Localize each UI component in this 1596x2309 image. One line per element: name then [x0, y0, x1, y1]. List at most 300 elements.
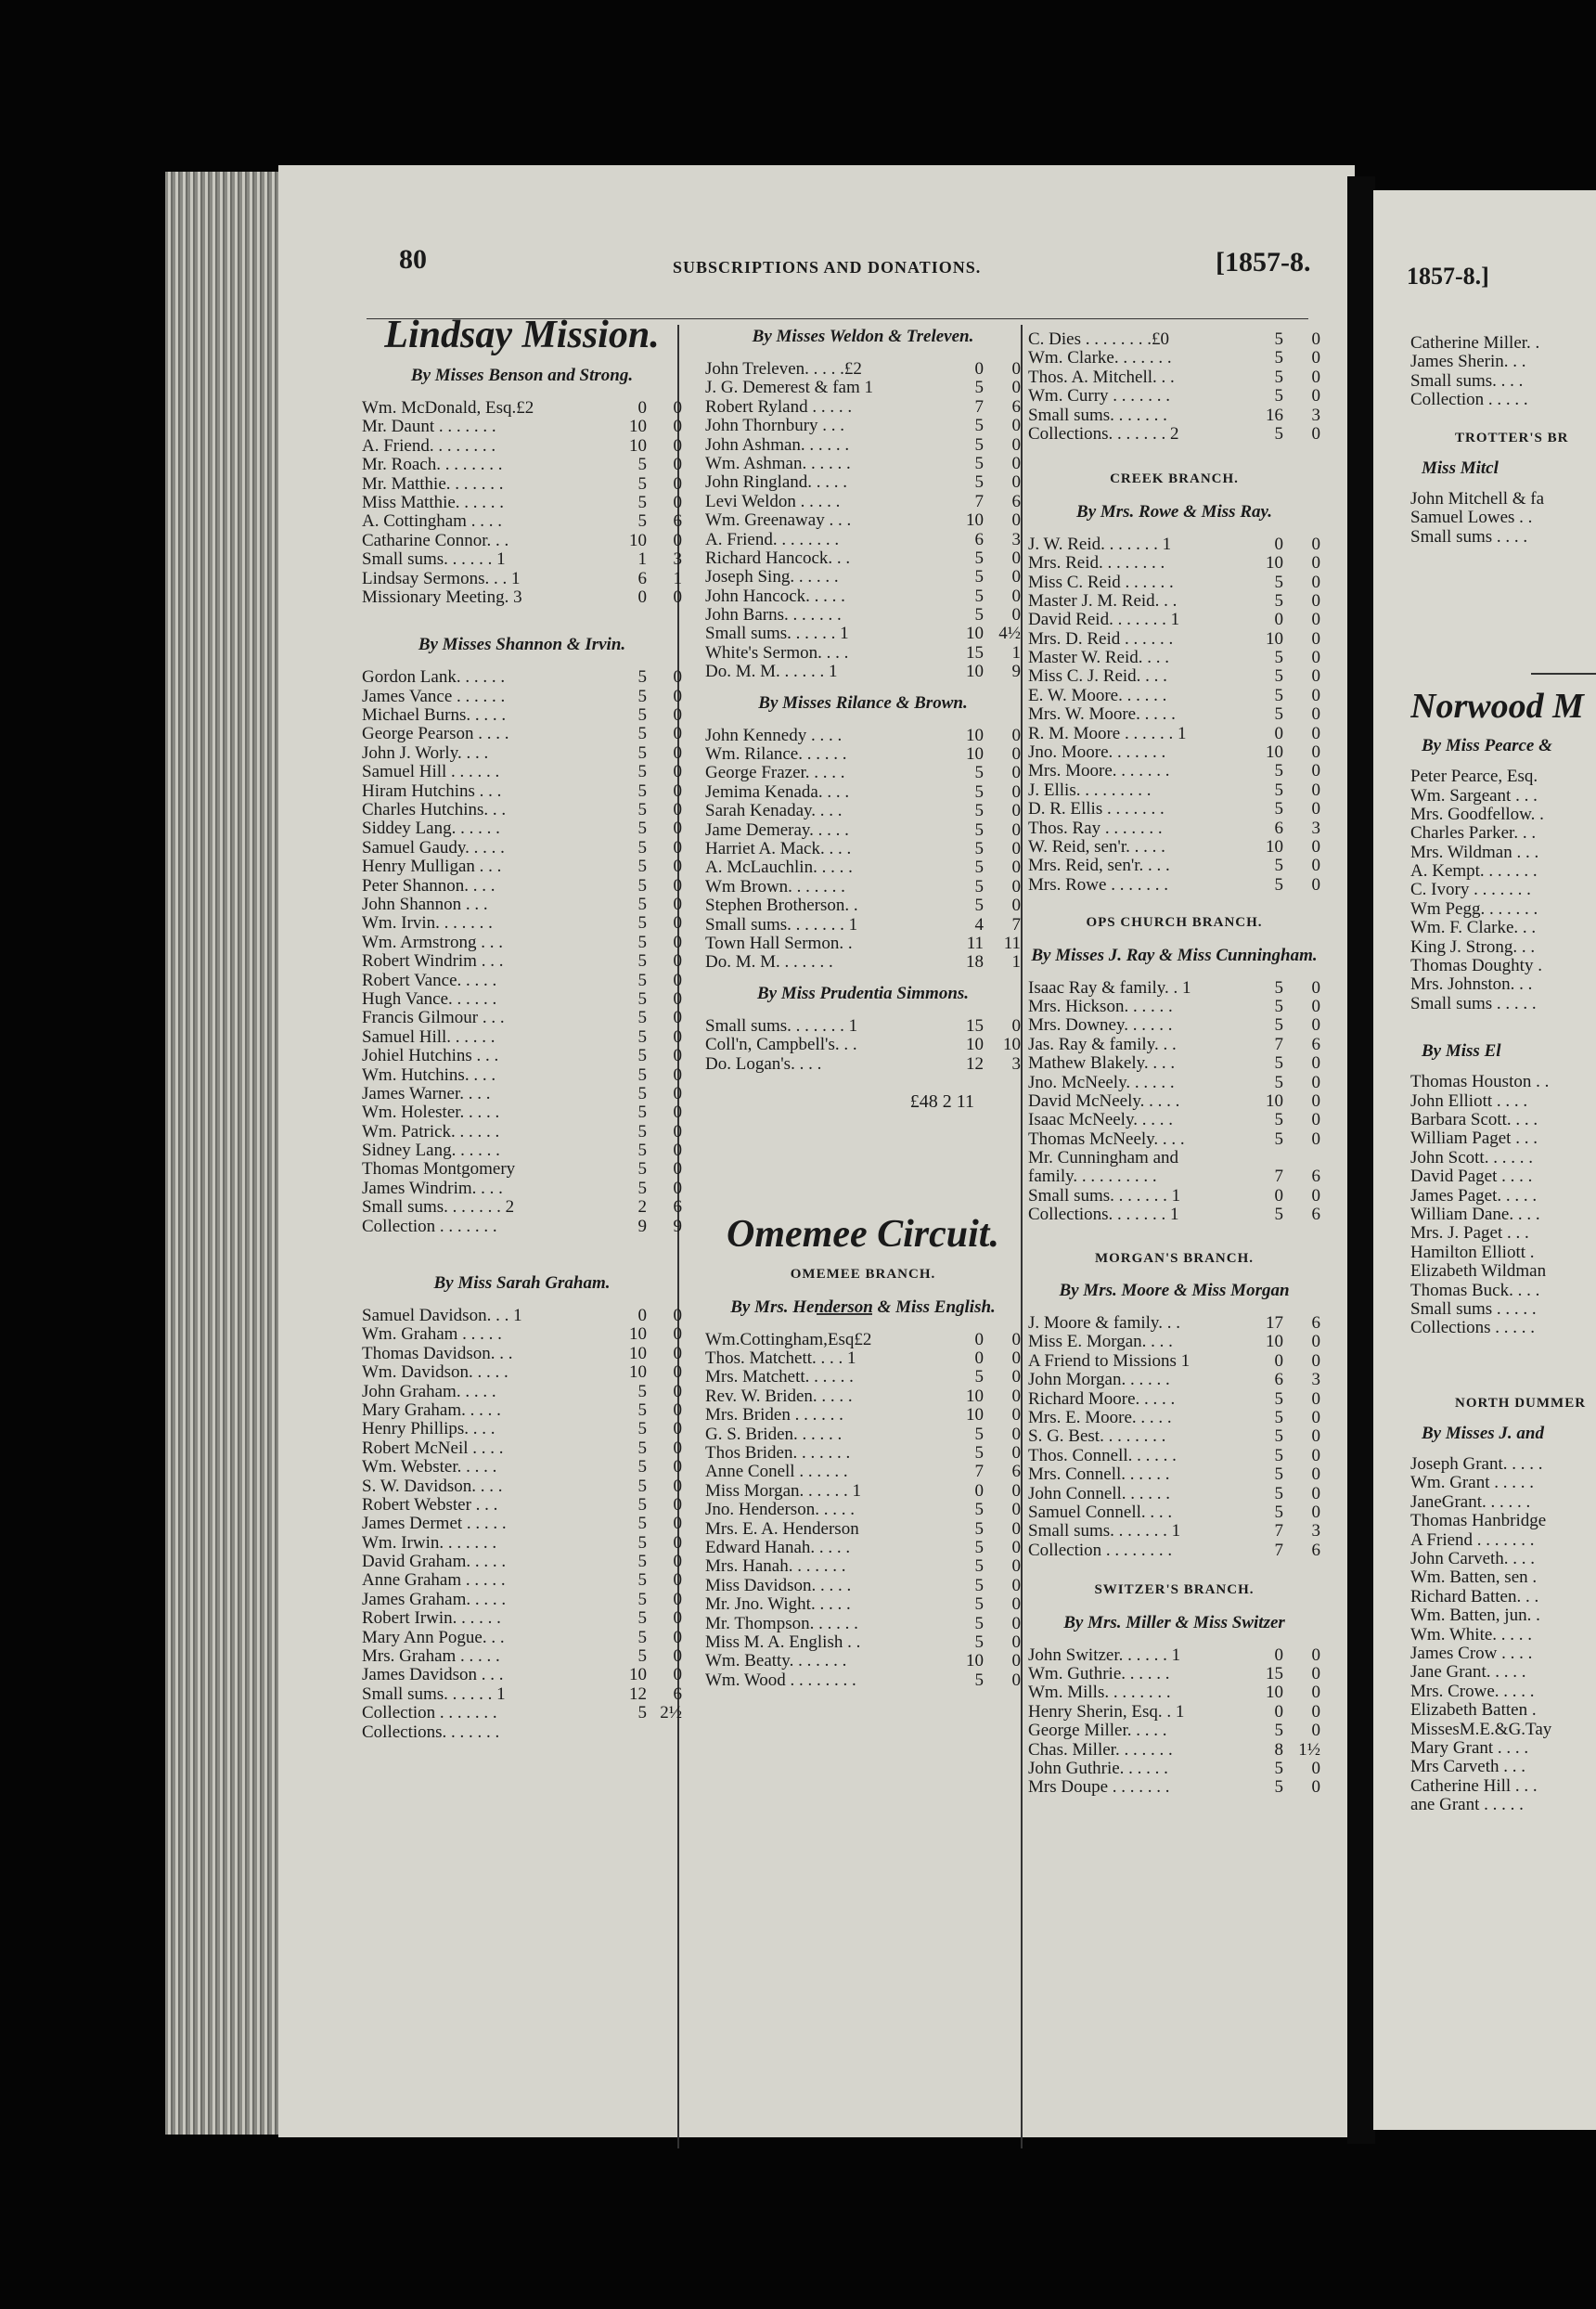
amount-pence: 0: [1011, 1349, 1021, 1369]
amount-pence: 3: [1311, 1522, 1320, 1541]
table-row: [1028, 1427, 1320, 1446]
entry-name: Collection . . . . . . .: [362, 1704, 497, 1723]
entry-name: Mrs Carveth . . .: [1410, 1758, 1526, 1777]
table-row: [1410, 862, 1596, 881]
amount-shillings: 5: [637, 914, 647, 934]
amount-shillings: 5: [1274, 1759, 1283, 1778]
table-row: [705, 455, 1021, 473]
amount-shillings: 5: [974, 782, 984, 802]
table-row: [362, 839, 682, 858]
entry-name: Mrs. Reid, sen'r. . . .: [1028, 857, 1170, 876]
entry-name: Collections. . . . . . .: [362, 1722, 500, 1742]
table-row: [1410, 1319, 1596, 1337]
page-number: 80: [399, 244, 427, 275]
table-row: [705, 587, 1021, 606]
table-row: [362, 1307, 682, 1325]
amount-pence: 0: [1011, 745, 1021, 765]
amount-pence: 0: [1011, 820, 1021, 840]
entry-name: Catherine Miller. .: [1410, 334, 1540, 353]
table-row: [362, 952, 682, 971]
amount-pence: 0: [1011, 360, 1021, 379]
amount-shillings: 5: [637, 933, 647, 952]
table-row: [362, 475, 682, 494]
amount-shillings: 5: [1274, 1389, 1283, 1409]
section-subtitle: By Mrs. Henderson & Miss English.: [730, 1296, 996, 1317]
table-row: [362, 1647, 682, 1666]
table-row: [362, 896, 682, 914]
entry-name: Henry Mulligan . . .: [362, 858, 502, 877]
amount-pence: 6: [1311, 1206, 1320, 1225]
amount-shillings: 5: [974, 1519, 984, 1539]
section: [1028, 913, 1320, 1224]
entry-name: Edward Hanah. . . . .: [705, 1539, 851, 1557]
amount-pence: 0: [673, 1179, 682, 1198]
amount-shillings: 12: [966, 1054, 984, 1074]
table-row: [362, 1198, 682, 1217]
entry-name: White's Sermon. . . .: [705, 643, 849, 663]
amount-pence: 0: [1311, 1484, 1320, 1503]
entry-name: Isaac Ray & family. . 1: [1028, 978, 1191, 998]
table-row: [362, 1066, 682, 1085]
entry-name: Collections. . . . . . . 2: [1028, 424, 1179, 444]
entry-name: Coll'n, Campbell's. . .: [705, 1036, 857, 1055]
table-row: [1410, 957, 1596, 975]
amount-shillings: 10: [1266, 1333, 1283, 1352]
amount-shillings: 5: [637, 1553, 647, 1572]
table-row: [1028, 425, 1320, 444]
table-row: [1028, 1036, 1320, 1054]
table-row: [362, 706, 682, 725]
amount-shillings: 16: [1266, 406, 1283, 425]
amount-shillings: 5: [637, 1515, 647, 1534]
table-row: [705, 858, 1021, 877]
amount-shillings: 10: [966, 625, 984, 644]
table-row: [362, 1325, 682, 1344]
entry-name: W. Reid, sen'r. . . . .: [1028, 838, 1165, 857]
amount-shillings: 5: [637, 1160, 647, 1180]
entry-name: Wm. McDonald, Esq.£2: [362, 399, 534, 418]
amount-pence: 11: [1003, 934, 1021, 953]
amount-shillings: 5: [637, 687, 647, 706]
entry-name: Collection . . . . . . .: [362, 1217, 497, 1236]
table-row: [362, 1180, 682, 1198]
amount-pence: 0: [673, 1553, 682, 1572]
amount-shillings: 5: [1274, 1409, 1283, 1428]
amount-pence: 0: [673, 1400, 682, 1420]
amount-shillings: 6: [1274, 1371, 1283, 1390]
entry-name: Small sums. . . . . . . 1: [705, 1016, 858, 1036]
entry-name: Mr. Jno. Wight. . . . .: [705, 1595, 851, 1615]
amount-pence: 0: [1011, 454, 1021, 473]
entry-name: John Ringland. . . . .: [705, 473, 848, 493]
amount-pence: [647, 1723, 682, 1742]
entry-name: Barbara Scott. . . .: [1410, 1111, 1538, 1129]
table-row: [1410, 806, 1596, 824]
table-row: [705, 417, 1021, 435]
amount-pence: 0: [673, 531, 682, 550]
entry-name: Robert Ryland . . . . .: [705, 397, 853, 417]
amount-shillings: 5: [637, 1027, 647, 1047]
amount-shillings: 5: [637, 1179, 647, 1198]
table-row: [705, 1444, 1021, 1463]
entry-name: Wm. Sargeant . . .: [1410, 786, 1538, 806]
amount-shillings: 5: [637, 668, 647, 688]
table-row: [362, 1553, 682, 1571]
section-subtitle: By Miss Sarah Graham.: [433, 1273, 611, 1294]
entry-name: Wm. Beatty. . . . . . .: [705, 1652, 847, 1671]
entry-name: Charles Parker. . .: [1410, 824, 1537, 844]
amount-shillings: 12: [629, 1684, 647, 1704]
amount-pence: 0: [1311, 1427, 1320, 1447]
table-row: [1028, 857, 1320, 875]
entry-name: John Treleven. . . . .£2: [705, 360, 862, 379]
amount-shillings: 5: [637, 493, 647, 512]
amount-shillings: 0: [974, 1349, 984, 1369]
amount-pence: 0: [673, 1647, 682, 1667]
table-row: [1410, 490, 1596, 509]
amount-pence: 3: [1311, 406, 1320, 425]
entry-name: John Morgan. . . . . .: [1028, 1371, 1170, 1390]
entry-name: Levi Weldon . . . . .: [705, 492, 841, 511]
amount-shillings: 0: [1274, 1702, 1283, 1722]
entry-name: John Ashman. . . . . .: [705, 435, 850, 455]
entry-name: Thomas Montgomery: [362, 1160, 516, 1180]
amount-pence: 0: [1011, 1481, 1021, 1501]
entry-name: Robert McNeil . . . .: [362, 1438, 504, 1458]
amount-pence: 0: [673, 706, 682, 726]
amount-pence: 0: [1011, 839, 1021, 858]
entry-name: Robert Vance. . . . .: [362, 971, 497, 990]
amount-shillings: 5: [974, 877, 984, 897]
amount-pence: 6: [1011, 1463, 1021, 1482]
table-row: [362, 512, 682, 531]
entry-name: John Scott. . . . . .: [1410, 1148, 1533, 1167]
amount-shillings: 5: [637, 952, 647, 972]
table-row: [1410, 1606, 1596, 1625]
amount-shillings: 7: [1274, 1167, 1283, 1187]
entry-name: Mrs. Goodfellow. .: [1410, 805, 1544, 824]
amount-shillings: 5: [1274, 1129, 1283, 1149]
amount-pence: 0: [673, 1103, 682, 1123]
amount-pence: 0: [673, 493, 682, 512]
entry-name: ane Grant . . . . .: [1410, 1796, 1524, 1815]
table-row: [1028, 649, 1320, 667]
entry-name: Richard Hancock. . .: [705, 548, 851, 568]
amount-pence: 0: [673, 952, 682, 972]
table-row: [362, 990, 682, 1009]
table-row: [1028, 1130, 1320, 1149]
amount-shillings: 4: [974, 915, 984, 935]
amount-shillings: 5: [1274, 1073, 1283, 1092]
entry-name: Small sums . . . . .: [1410, 1299, 1537, 1319]
table-row: [1028, 1665, 1320, 1683]
table-row: [705, 644, 1021, 663]
amount-shillings: 5: [974, 839, 984, 858]
amount-pence: 6: [1311, 1167, 1320, 1187]
table-row: [705, 398, 1021, 417]
entry-name: Small sums. . . . . . 1: [362, 1684, 506, 1704]
table-row: [1028, 1683, 1320, 1702]
entry-name: Mr. Thompson. . . . . .: [705, 1614, 858, 1633]
entry-name: Wm. Webster. . . . .: [362, 1458, 497, 1477]
section-subtitle: By Miss Prudentia Simmons.: [756, 983, 970, 1003]
table-row: [1410, 787, 1596, 806]
entry-name: Mrs. Connell. . . . . .: [1028, 1465, 1170, 1485]
amount-pence: 0: [673, 474, 682, 494]
amount-pence: 0: [673, 1325, 682, 1345]
table-row: [1410, 995, 1596, 1013]
section-subtitle: Miss Mitcl: [1422, 458, 1499, 478]
amount-pence: 0: [673, 1009, 682, 1028]
entry-name: James Paget. . . . .: [1410, 1186, 1538, 1206]
amount-pence: 1½: [1298, 1740, 1320, 1760]
amount-pence: 0: [1311, 1465, 1320, 1485]
amount-pence: 0: [1311, 857, 1320, 876]
table-row: [1028, 1092, 1320, 1111]
amount-pence: 0: [673, 801, 682, 820]
entry-name: Hugh Vance. . . . . .: [362, 989, 497, 1009]
amount-pence: 0: [673, 1142, 682, 1161]
amount-shillings: 5: [1274, 1778, 1283, 1798]
section: [1410, 334, 1596, 410]
amount-shillings: 5: [637, 1438, 647, 1458]
amount-shillings: 10: [629, 1666, 647, 1685]
amount-pence: 0: [673, 1307, 682, 1326]
section: [362, 314, 682, 607]
table-row: [362, 418, 682, 436]
table-row: [362, 1142, 682, 1160]
entry-name: Wm. Hutchins. . . .: [362, 1065, 496, 1085]
table-row: [362, 1160, 682, 1179]
amount-pence: 0: [673, 1344, 682, 1363]
section: [705, 984, 1021, 1074]
entry-name: Mrs. W. Moore. . . . .: [1028, 705, 1176, 725]
amount-pence: 0: [1311, 1091, 1320, 1111]
entry-name: Jemima Kenada. . . .: [705, 782, 850, 802]
amount-pence: 9: [673, 1217, 682, 1236]
amount-pence: 0: [1311, 1073, 1320, 1092]
amount-shillings: 10: [1266, 743, 1283, 763]
amount-shillings: 5: [974, 764, 984, 783]
table-row: [362, 1123, 682, 1142]
entry-name: David Paget . . . .: [1410, 1167, 1533, 1187]
table-row: [705, 783, 1021, 802]
table-row: [1410, 1474, 1596, 1492]
table-row: [1410, 1111, 1596, 1129]
column-4: [1410, 334, 1596, 1815]
amount-shillings: 15: [966, 643, 984, 663]
amount-shillings: 5: [1274, 1722, 1283, 1741]
amount-pence: 0: [1311, 686, 1320, 705]
table-row: [1028, 819, 1320, 838]
entry-name: Sidney Lang. . . . . .: [362, 1142, 500, 1161]
entry-name: Thomas Houston . .: [1410, 1073, 1550, 1092]
amount-pence: 0: [1011, 1632, 1021, 1652]
table-row: [362, 934, 682, 952]
entry-name: John J. Worly. . . .: [362, 743, 489, 763]
entry-name: George Miller. . . . .: [1028, 1722, 1167, 1741]
amount-shillings: 7: [974, 1463, 984, 1482]
table-row: [1028, 592, 1320, 611]
table-row: [705, 878, 1021, 897]
table-row: [1410, 1588, 1596, 1606]
section-subtitle: By Misses J. and: [1422, 1424, 1544, 1444]
entry-name: Small sums. . . .: [1410, 371, 1524, 391]
table-row: [1028, 1760, 1320, 1778]
amount-pence: 0: [673, 456, 682, 475]
table-row: [1028, 368, 1320, 387]
entry-name: John Thornbury . . .: [705, 417, 845, 436]
amount-shillings: 5: [974, 435, 984, 455]
entry-name: Robert Webster . . .: [362, 1495, 498, 1515]
entry-name: S. W. Davidson. . . .: [362, 1477, 503, 1496]
entry-name: Wm.Cottingham,Esq£2: [705, 1330, 872, 1349]
amount-shillings: 5: [974, 1576, 984, 1595]
amount-shillings: 5: [637, 1609, 647, 1629]
amount-pence: 0: [1011, 1539, 1021, 1557]
entry-name: Anne Graham . . . . .: [362, 1571, 506, 1591]
table-row: [1410, 1455, 1596, 1474]
entry-name: Wm. Grant . . . . .: [1410, 1474, 1534, 1493]
amount-shillings: 6: [974, 530, 984, 549]
amount-pence: 0: [1011, 379, 1021, 398]
amount-shillings: 0: [1274, 611, 1283, 630]
amount-pence: 0: [1311, 349, 1320, 368]
amount-shillings: 5: [637, 743, 647, 763]
table-row: [1028, 1778, 1320, 1797]
entry-name: William Paget . . .: [1410, 1129, 1538, 1149]
table-row: [1410, 1129, 1596, 1148]
entry-name: Jno. Henderson. . . . .: [705, 1501, 855, 1520]
amount-pence: 0: [1011, 1425, 1021, 1444]
table-row: [1028, 1390, 1320, 1409]
amount-pence: 0: [1311, 1409, 1320, 1428]
table-row: [362, 1534, 682, 1553]
section-subtitle: By Mrs. Miller & Miss Switzer: [1063, 1612, 1285, 1632]
amount-shillings: 5: [1274, 424, 1283, 444]
table-row: [1028, 1371, 1320, 1389]
table-row: [362, 1496, 682, 1515]
table-row: [705, 764, 1021, 782]
amount-shillings: [1246, 1149, 1283, 1167]
entry-name: John Carveth. . . .: [1410, 1550, 1536, 1569]
amount-pence: 0: [1311, 743, 1320, 763]
amount-pence: 0: [1011, 1519, 1021, 1539]
amount-pence: 1: [673, 569, 682, 588]
amount-shillings: 5: [974, 548, 984, 568]
table-row: [362, 1629, 682, 1647]
branch-heading: MORGAN'S BRANCH.: [1094, 1250, 1254, 1266]
amount-shillings: 5: [974, 1501, 984, 1520]
entry-name: Master W. Reid. . . .: [1028, 649, 1169, 668]
entry-name: Master J. M. Reid. . .: [1028, 591, 1178, 611]
amount-shillings: 10: [966, 1036, 984, 1055]
table-row: [1028, 1646, 1320, 1665]
entry-name: Samuel Connell. . . .: [1028, 1503, 1173, 1522]
amount-pence: 0: [673, 418, 682, 437]
table-row: [705, 1577, 1021, 1595]
table-row: [362, 858, 682, 876]
entry-name: J. G. Demerest & fam 1: [705, 379, 873, 398]
branch-heading: OPS CHURCH BRANCH.: [1086, 915, 1263, 931]
amount-pence: 0: [673, 1515, 682, 1534]
entry-name: Wm. Irvin. . . . . . .: [362, 914, 493, 934]
entry-name: Mrs. Reid. . . . . . . .: [1028, 554, 1165, 574]
amount-shillings: 5: [637, 763, 647, 782]
section: [705, 1213, 1021, 1690]
entry-name: Thos. A. Mitchell. . .: [1028, 368, 1175, 387]
table-row: [1028, 705, 1320, 724]
amount-pence: 0: [673, 743, 682, 763]
amount-pence: 0: [673, 876, 682, 896]
amount-pence: 0: [1311, 1722, 1320, 1741]
amount-pence: 0: [1311, 667, 1320, 687]
section-subtitle: By Miss El: [1422, 1041, 1501, 1062]
amount-shillings: 5: [1274, 1503, 1283, 1522]
amount-pence: 0: [673, 1363, 682, 1383]
amount-pence: 0: [1011, 1652, 1021, 1671]
amount-pence: 0: [673, 1628, 682, 1647]
table-row: [362, 972, 682, 990]
amount-shillings: 5: [637, 1628, 647, 1647]
entry-name: A Friend to Missions 1: [1028, 1351, 1191, 1371]
amount-pence: 0: [673, 1609, 682, 1629]
amount-shillings: 5: [1274, 667, 1283, 687]
table-row: [1410, 768, 1596, 786]
table-row: [362, 763, 682, 781]
amount-shillings: 5: [974, 1632, 984, 1652]
amount-shillings: 5: [637, 971, 647, 990]
amount-pence: 0: [1311, 1351, 1320, 1371]
entry-name: Elizabeth Batten .: [1410, 1701, 1537, 1721]
amount-shillings: 7: [1274, 1541, 1283, 1560]
amount-pence: 0: [1311, 1683, 1320, 1703]
year-range: [1857-8.: [1216, 247, 1311, 277]
amount-shillings: 1: [637, 550, 647, 570]
amount-pence: 0: [673, 763, 682, 782]
table-row: [1028, 838, 1320, 857]
entry-name: Collections. . . . . . . 1: [1028, 1206, 1179, 1225]
amount-pence: 0: [1011, 1444, 1021, 1464]
entry-name: Richard Moore. . . . .: [1028, 1389, 1176, 1409]
amount-shillings: 5: [637, 1400, 647, 1420]
table-row: [1028, 1333, 1320, 1351]
table-row: [705, 1387, 1021, 1406]
table-row: [1410, 1187, 1596, 1206]
amount-pence: 10: [1003, 1036, 1021, 1055]
amount-pence: 0: [673, 1047, 682, 1066]
table-row: [1028, 1522, 1320, 1541]
entry-name: David McNeely. . . . .: [1028, 1091, 1180, 1111]
table-row: [362, 1685, 682, 1704]
amount-pence: 0: [1011, 877, 1021, 897]
entry-name: Small sums. . . . . . .: [1028, 406, 1167, 425]
entry-name: Wm Brown. . . . . . .: [705, 877, 845, 897]
amount-pence: 0: [1011, 417, 1021, 436]
amount-shillings: 5: [637, 1420, 647, 1439]
entry-name: A. Cottingham . . . .: [362, 512, 502, 532]
amount-shillings: 5: [637, 1590, 647, 1609]
column-3: [1028, 330, 1320, 1798]
amount-pence: 0: [673, 1495, 682, 1515]
amount-pence: 0: [1011, 1387, 1021, 1406]
entry-name: Thos. Ray . . . . . . .: [1028, 819, 1163, 838]
entry-name: Thomas Davidson. . .: [362, 1344, 513, 1363]
entry-name: Miss Morgan. . . . . . 1: [705, 1481, 862, 1501]
entry-name: Wm. Batten, sen .: [1410, 1568, 1538, 1588]
amount-shillings: 5: [974, 1444, 984, 1464]
entry-name: Samuel Hill. . . . . .: [362, 1027, 496, 1047]
